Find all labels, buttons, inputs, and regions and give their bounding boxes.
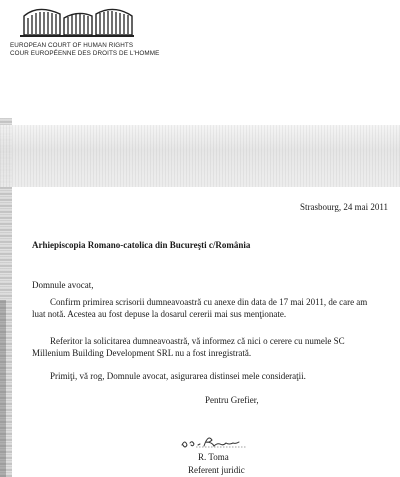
handwritten-signature xyxy=(176,431,260,453)
scan-edge-shadow xyxy=(0,300,6,477)
paragraph-regards: Primiţi, vă rog, Domnule avocat, asigurarea distinsei mele consideraţii. xyxy=(50,371,306,381)
court-logo xyxy=(18,4,136,40)
addressee-line: Arhiepiscopia Romano-catolica din Bucureşti c/România xyxy=(32,240,251,250)
salutation: Domnule avocat, xyxy=(32,280,94,290)
signer-name: R. Toma xyxy=(198,452,229,462)
paragraph-request xyxy=(32,335,378,359)
paragraph-confirmation-text: Confirm primirea scrisorii dumneavoastră cu anexe din data de 17 mai 2011, de care am luat notă. Acestea au fost depuse la dosarul cererii mai sus menţionate. xyxy=(32,297,368,319)
paragraph-request-text: Referitor la solicitarea dumneavoastră, vă informez că nici o cerere cu numele SC Millenium Building Development SRL nu a fost inregistrată. xyxy=(32,336,345,358)
date-line: Strasbourg, 24 mai 2011 xyxy=(300,202,388,212)
court-name-english: EUROPEAN COURT OF HUMAN RIGHTS xyxy=(10,42,134,49)
signer-title: Referent juridic xyxy=(188,465,245,475)
paragraph-confirmation xyxy=(32,296,378,320)
court-name-french: COUR EUROPÉENNE DES DROITS DE L'HOMME xyxy=(10,50,160,57)
closing-line: Pentru Grefier, xyxy=(205,395,259,405)
redacted-block xyxy=(0,125,400,187)
